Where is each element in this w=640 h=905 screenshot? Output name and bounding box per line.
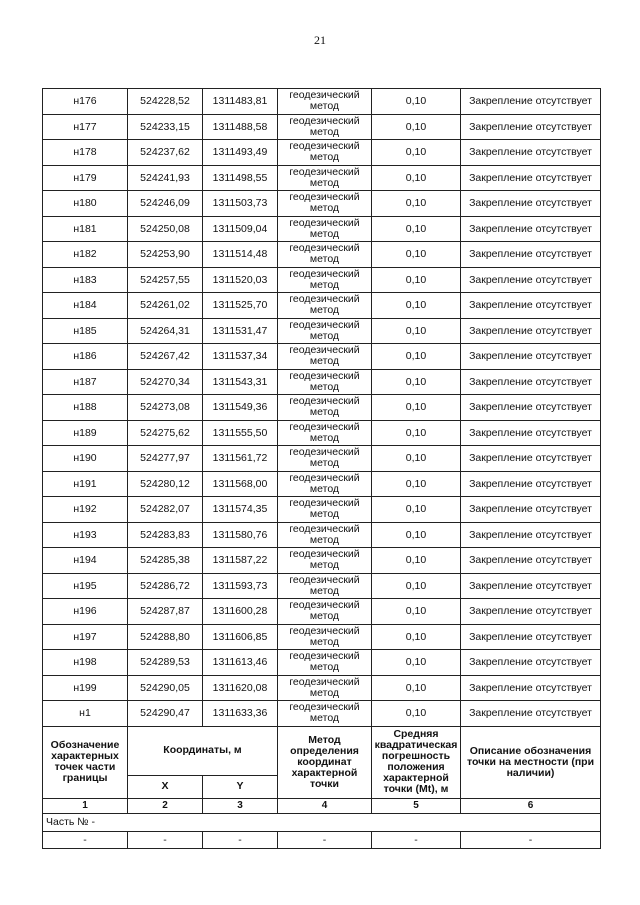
method-line: метод <box>309 329 340 342</box>
x-coordinate-cell: 524228,52 <box>128 89 203 115</box>
point-id-cell: н188 <box>43 395 128 421</box>
table-row <box>43 701 601 727</box>
method-line: метод <box>309 227 340 240</box>
error-cell: 0,10 <box>372 420 461 446</box>
error-cell: 0,10 <box>372 650 461 676</box>
method-cell <box>278 471 372 497</box>
table-body <box>43 89 601 727</box>
description-cell: Закрепление отсутствует <box>461 599 601 625</box>
y-coordinate-cell: 1311568,00 <box>203 471 278 497</box>
point-id-cell: н182 <box>43 242 128 268</box>
description-cell: Закрепление отсутствует <box>461 140 601 166</box>
table-row <box>43 344 601 370</box>
header-coordinates: Координаты, м <box>128 726 278 775</box>
method-line: геодезический <box>289 573 360 586</box>
method-line: метод <box>309 635 340 648</box>
method-cell <box>278 624 372 650</box>
description-cell: Закрепление отсутствует <box>461 89 601 115</box>
description-cell: Закрепление отсутствует <box>461 548 601 574</box>
error-cell: 0,10 <box>372 242 461 268</box>
method-cell <box>278 216 372 242</box>
method-line: геодезический <box>289 675 360 688</box>
description-cell: Закрепление отсутствует <box>461 191 601 217</box>
point-id-cell: н181 <box>43 216 128 242</box>
error-cell: 0,10 <box>372 471 461 497</box>
point-id-cell: н194 <box>43 548 128 574</box>
error-cell: 0,10 <box>372 599 461 625</box>
x-coordinate-cell: 524264,31 <box>128 318 203 344</box>
x-coordinate-cell: 524280,12 <box>128 471 203 497</box>
x-coordinate-cell: 524277,97 <box>128 446 203 472</box>
column-number: 3 <box>203 798 278 813</box>
point-id-cell: н187 <box>43 369 128 395</box>
point-id-cell: н195 <box>43 573 128 599</box>
y-coordinate-cell: 1311593,73 <box>203 573 278 599</box>
point-id-cell: н178 <box>43 140 128 166</box>
column-number: 5 <box>372 798 461 813</box>
point-id-cell: н185 <box>43 318 128 344</box>
method-line: геодезический <box>289 242 360 255</box>
method-line: метод <box>309 151 340 164</box>
method-line: метод <box>309 304 340 317</box>
y-coordinate-cell: 1311525,70 <box>203 293 278 319</box>
method-line: геодезический <box>289 267 360 280</box>
method-cell <box>278 522 372 548</box>
method-line: геодезический <box>289 293 360 306</box>
method-line: геодезический <box>289 624 360 637</box>
point-id-cell: н193 <box>43 522 128 548</box>
y-coordinate-cell: 1311520,03 <box>203 267 278 293</box>
point-id-cell: н180 <box>43 191 128 217</box>
method-cell <box>278 89 372 115</box>
y-coordinate-cell: 1311606,85 <box>203 624 278 650</box>
table-row <box>43 293 601 319</box>
x-coordinate-cell: 524283,83 <box>128 522 203 548</box>
table-row <box>43 242 601 268</box>
method-line: геодезический <box>289 369 360 382</box>
y-coordinate-cell: 1311613,46 <box>203 650 278 676</box>
method-line: метод <box>309 559 340 572</box>
method-line: метод <box>309 202 340 215</box>
table-row <box>43 395 601 421</box>
table-header <box>43 726 601 848</box>
point-id-cell: н176 <box>43 89 128 115</box>
method-cell <box>278 318 372 344</box>
x-coordinate-cell: 524250,08 <box>128 216 203 242</box>
description-cell: Закрепление отсутствует <box>461 420 601 446</box>
point-id-cell: н184 <box>43 293 128 319</box>
x-coordinate-cell: 524288,80 <box>128 624 203 650</box>
method-cell <box>278 242 372 268</box>
error-cell: 0,10 <box>372 701 461 727</box>
error-cell: 0,10 <box>372 191 461 217</box>
method-line: метод <box>309 125 340 138</box>
error-cell: 0,10 <box>372 522 461 548</box>
method-cell <box>278 191 372 217</box>
description-cell: Закрепление отсутствует <box>461 114 601 140</box>
column-number: 1 <box>43 798 128 813</box>
error-cell: 0,10 <box>372 446 461 472</box>
method-line: метод <box>309 457 340 470</box>
y-coordinate-cell: 1311587,22 <box>203 548 278 574</box>
method-cell <box>278 548 372 574</box>
method-line: метод <box>309 712 340 725</box>
point-id-cell: н199 <box>43 675 128 701</box>
y-coordinate-cell: 1311574,35 <box>203 497 278 523</box>
method-line: геодезический <box>289 548 360 561</box>
method-line: геодезический <box>289 344 360 357</box>
table-row <box>43 650 601 676</box>
boundary-points-table <box>42 88 601 849</box>
method-line: метод <box>309 508 340 521</box>
error-cell: 0,10 <box>372 624 461 650</box>
point-id-cell: н198 <box>43 650 128 676</box>
y-coordinate-cell: 1311580,76 <box>203 522 278 548</box>
error-cell: 0,10 <box>372 165 461 191</box>
table-row <box>43 165 601 191</box>
table-row <box>43 267 601 293</box>
method-line: геодезический <box>289 318 360 331</box>
description-cell: Закрепление отсутствует <box>461 216 601 242</box>
description-cell: Закрепление отсутствует <box>461 497 601 523</box>
y-coordinate-cell: 1311549,36 <box>203 395 278 421</box>
x-coordinate-cell: 524273,08 <box>128 395 203 421</box>
y-coordinate-cell: 1311498,55 <box>203 165 278 191</box>
error-cell: 0,10 <box>372 369 461 395</box>
table-row <box>43 140 601 166</box>
y-coordinate-cell: 1311488,58 <box>203 114 278 140</box>
y-coordinate-cell: 1311503,73 <box>203 191 278 217</box>
header-method: Метод определения координат характерной точки <box>278 726 372 798</box>
description-cell: Закрепление отсутствует <box>461 395 601 421</box>
error-cell: 0,10 <box>372 497 461 523</box>
method-line: геодезический <box>289 165 360 178</box>
y-coordinate-cell: 1311561,72 <box>203 446 278 472</box>
method-line: геодезический <box>289 216 360 229</box>
method-cell <box>278 165 372 191</box>
description-cell: Закрепление отсутствует <box>461 650 601 676</box>
x-coordinate-cell: 524289,53 <box>128 650 203 676</box>
table-row <box>43 471 601 497</box>
table-row <box>43 420 601 446</box>
error-cell: 0,10 <box>372 344 461 370</box>
header-description: Описание обозначения точки на местности (при наличии) <box>461 726 601 798</box>
method-cell <box>278 497 372 523</box>
description-cell: Закрепление отсутствует <box>461 242 601 268</box>
empty-cell: - <box>278 831 372 848</box>
description-cell: Закрепление отсутствует <box>461 701 601 727</box>
method-line: геодезический <box>289 191 360 204</box>
point-id-cell: н197 <box>43 624 128 650</box>
error-cell: 0,10 <box>372 216 461 242</box>
method-line: метод <box>309 380 340 393</box>
error-cell: 0,10 <box>372 395 461 421</box>
table-row <box>43 114 601 140</box>
method-cell <box>278 420 372 446</box>
x-coordinate-cell: 524253,90 <box>128 242 203 268</box>
table-row <box>43 369 601 395</box>
method-cell <box>278 344 372 370</box>
x-coordinate-cell: 524285,38 <box>128 548 203 574</box>
y-coordinate-cell: 1311514,48 <box>203 242 278 268</box>
point-id-cell: н189 <box>43 420 128 446</box>
method-line: метод <box>309 482 340 495</box>
header-point-designation: Обозначение характерных точек части границы <box>43 726 128 798</box>
table-row <box>43 599 601 625</box>
empty-cell: - <box>43 831 128 848</box>
method-line: геодезический <box>289 446 360 459</box>
description-cell: Закрепление отсутствует <box>461 675 601 701</box>
method-line: геодезический <box>289 114 360 127</box>
description-cell: Закрепление отсутствует <box>461 573 601 599</box>
method-line: геодезический <box>289 395 360 408</box>
error-cell: 0,10 <box>372 548 461 574</box>
description-cell: Закрепление отсутствует <box>461 165 601 191</box>
error-cell: 0,10 <box>372 140 461 166</box>
method-line: геодезический <box>289 420 360 433</box>
header-error: Средняя квадратическая погрешность положения характерной точки (Mt), м <box>372 726 461 798</box>
y-coordinate-cell: 1311483,81 <box>203 89 278 115</box>
method-cell <box>278 140 372 166</box>
table-row <box>43 497 601 523</box>
method-cell <box>278 114 372 140</box>
method-line: геодезический <box>289 471 360 484</box>
error-cell: 0,10 <box>372 114 461 140</box>
point-id-cell: н191 <box>43 471 128 497</box>
table-row <box>43 191 601 217</box>
header-y: Y <box>203 775 278 798</box>
error-cell: 0,10 <box>372 293 461 319</box>
part-label: Часть № - <box>43 813 601 831</box>
error-cell: 0,10 <box>372 675 461 701</box>
method-cell <box>278 701 372 727</box>
y-coordinate-cell: 1311531,47 <box>203 318 278 344</box>
point-id-cell: н196 <box>43 599 128 625</box>
method-line: метод <box>309 100 340 113</box>
description-cell: Закрепление отсутствует <box>461 446 601 472</box>
point-id-cell: н190 <box>43 446 128 472</box>
y-coordinate-cell: 1311620,08 <box>203 675 278 701</box>
x-coordinate-cell: 524267,42 <box>128 344 203 370</box>
method-line: метод <box>309 533 340 546</box>
method-line: геодезический <box>289 522 360 535</box>
table-row <box>43 675 601 701</box>
method-line: геодезический <box>289 701 360 714</box>
table-row <box>43 548 601 574</box>
method-line: геодезический <box>289 497 360 510</box>
description-cell: Закрепление отсутствует <box>461 344 601 370</box>
column-number: 4 <box>278 798 372 813</box>
method-cell <box>278 650 372 676</box>
method-line: метод <box>309 176 340 189</box>
empty-cell: - <box>372 831 461 848</box>
x-coordinate-cell: 524233,15 <box>128 114 203 140</box>
x-coordinate-cell: 524246,09 <box>128 191 203 217</box>
method-line: метод <box>309 584 340 597</box>
point-id-cell: н192 <box>43 497 128 523</box>
empty-cell: - <box>203 831 278 848</box>
method-line: метод <box>309 431 340 444</box>
error-cell: 0,10 <box>372 89 461 115</box>
point-id-cell: н179 <box>43 165 128 191</box>
header-x: X <box>128 775 203 798</box>
table-row <box>43 573 601 599</box>
point-id-cell: н186 <box>43 344 128 370</box>
empty-cell: - <box>128 831 203 848</box>
method-cell <box>278 293 372 319</box>
method-line: метод <box>309 406 340 419</box>
description-cell: Закрепление отсутствует <box>461 318 601 344</box>
method-line: геодезический <box>289 599 360 612</box>
x-coordinate-cell: 524286,72 <box>128 573 203 599</box>
method-line: метод <box>309 355 340 368</box>
method-line: геодезический <box>289 89 360 102</box>
method-line: геодезический <box>289 650 360 663</box>
empty-cell: - <box>461 831 601 848</box>
table-row <box>43 522 601 548</box>
y-coordinate-cell: 1311555,50 <box>203 420 278 446</box>
x-coordinate-cell: 524287,87 <box>128 599 203 625</box>
description-cell: Закрепление отсутствует <box>461 293 601 319</box>
description-cell: Закрепление отсутствует <box>461 624 601 650</box>
point-id-cell: н183 <box>43 267 128 293</box>
method-cell <box>278 573 372 599</box>
y-coordinate-cell: 1311537,34 <box>203 344 278 370</box>
description-cell: Закрепление отсутствует <box>461 369 601 395</box>
x-coordinate-cell: 524275,62 <box>128 420 203 446</box>
error-cell: 0,10 <box>372 318 461 344</box>
x-coordinate-cell: 524290,47 <box>128 701 203 727</box>
error-cell: 0,10 <box>372 573 461 599</box>
method-cell <box>278 675 372 701</box>
x-coordinate-cell: 524290,05 <box>128 675 203 701</box>
x-coordinate-cell: 524237,62 <box>128 140 203 166</box>
x-coordinate-cell: 524261,02 <box>128 293 203 319</box>
method-line: геодезический <box>289 140 360 153</box>
page-number: 21 <box>314 33 326 47</box>
method-cell <box>278 369 372 395</box>
method-cell <box>278 267 372 293</box>
method-cell <box>278 599 372 625</box>
method-line: метод <box>309 253 340 266</box>
y-coordinate-cell: 1311509,04 <box>203 216 278 242</box>
column-number: 2 <box>128 798 203 813</box>
point-id-cell: н177 <box>43 114 128 140</box>
error-cell: 0,10 <box>372 267 461 293</box>
y-coordinate-cell: 1311493,49 <box>203 140 278 166</box>
y-coordinate-cell: 1311543,31 <box>203 369 278 395</box>
method-cell <box>278 395 372 421</box>
column-number: 6 <box>461 798 601 813</box>
x-coordinate-cell: 524241,93 <box>128 165 203 191</box>
table-row <box>43 318 601 344</box>
method-line: метод <box>309 610 340 623</box>
table-row <box>43 624 601 650</box>
description-cell: Закрепление отсутствует <box>461 522 601 548</box>
description-cell: Закрепление отсутствует <box>461 471 601 497</box>
description-cell: Закрепление отсутствует <box>461 267 601 293</box>
method-cell <box>278 446 372 472</box>
x-coordinate-cell: 524282,07 <box>128 497 203 523</box>
x-coordinate-cell: 524270,34 <box>128 369 203 395</box>
method-line: метод <box>309 278 340 291</box>
table-row <box>43 446 601 472</box>
point-id-cell: н1 <box>43 701 128 727</box>
y-coordinate-cell: 1311633,36 <box>203 701 278 727</box>
table-row <box>43 216 601 242</box>
x-coordinate-cell: 524257,55 <box>128 267 203 293</box>
method-line: метод <box>309 661 340 674</box>
method-line: метод <box>309 686 340 699</box>
y-coordinate-cell: 1311600,28 <box>203 599 278 625</box>
table-row <box>43 89 601 115</box>
